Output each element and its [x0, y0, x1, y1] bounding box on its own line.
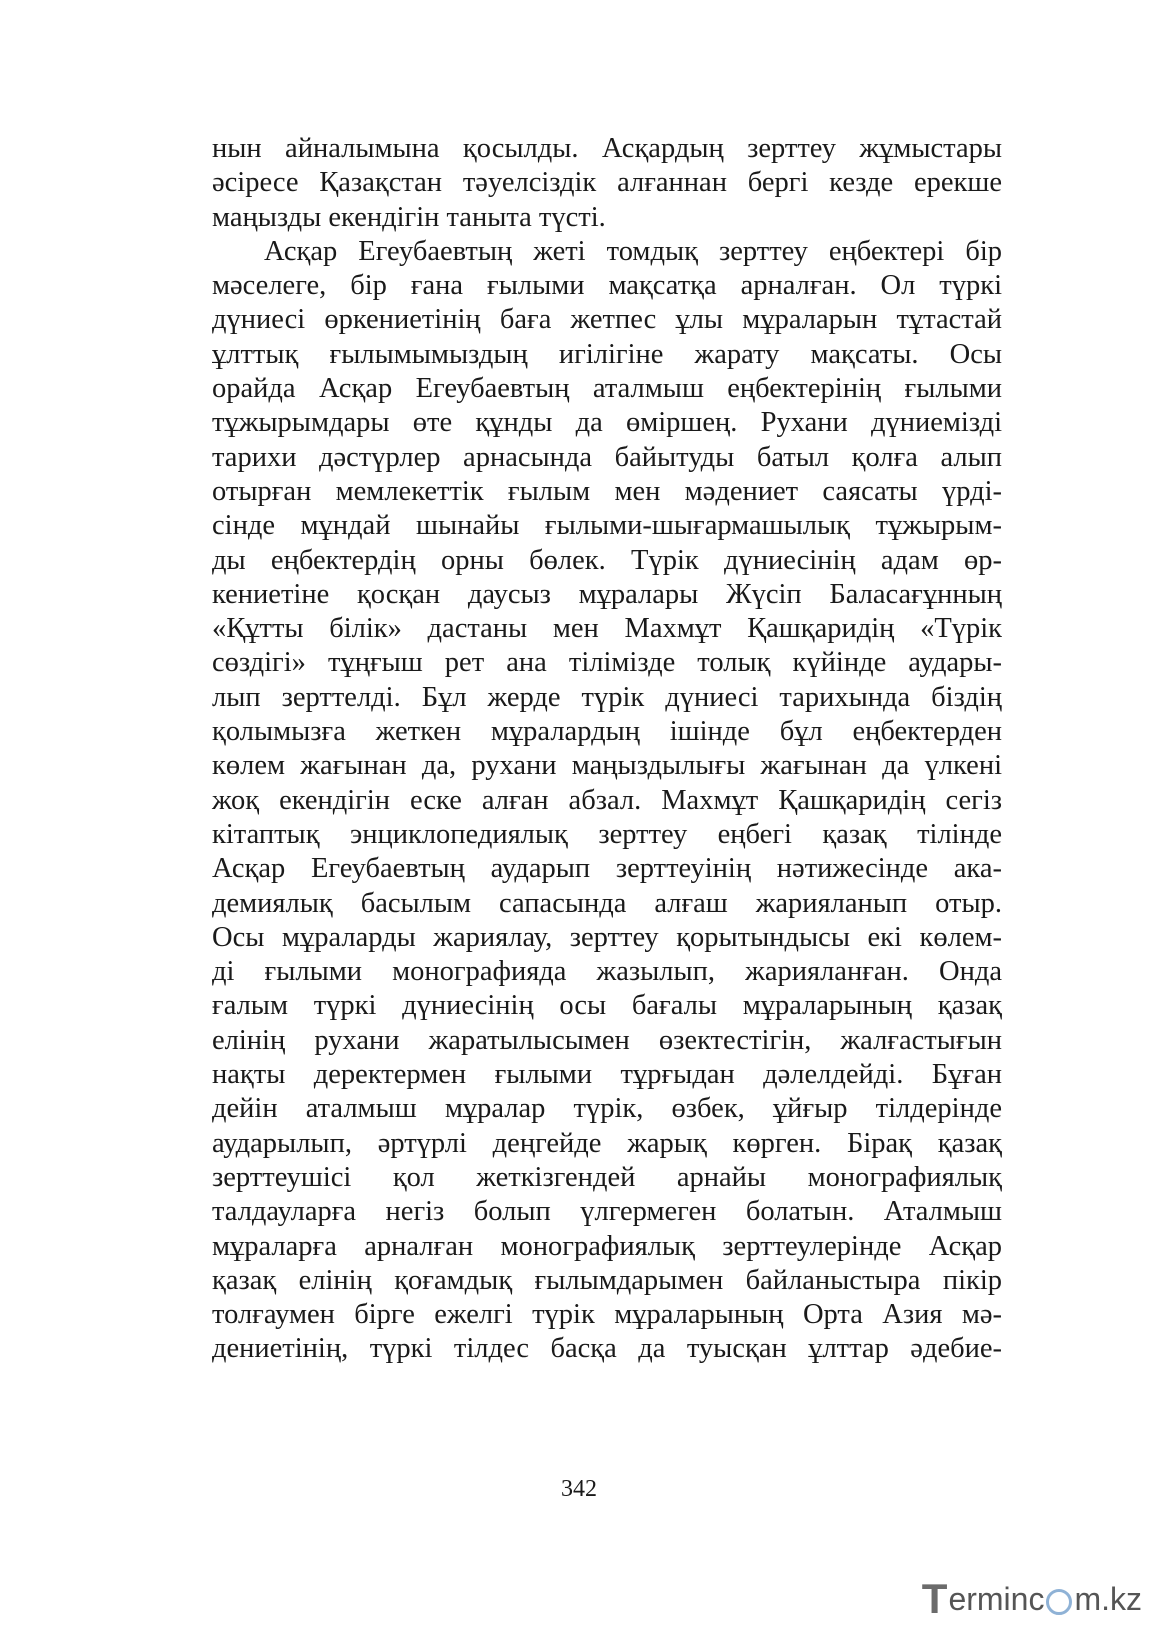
text-line: ұлттық ғылымымыздың игілігіне жарату мақсаты. Осы [212, 338, 1002, 370]
termincom-watermark-logo [922, 1575, 1142, 1623]
watermark-circle-icon [1046, 1589, 1072, 1615]
text-line: лып зерттелді. Бұл жерде түрік дүниесі тарихында біздің [212, 681, 1002, 713]
text-line: көлем жағынан да, рухани маңыздылығы жағынан да үлкені [212, 750, 1002, 782]
text-line: аударылып, әртүрлі деңгейде жарық көрген. Бірақ қазақ [212, 1127, 1002, 1159]
text-line: толғаумен бірге ежелгі түрік мұраларының Орта Азия мә- [212, 1299, 1002, 1331]
text-line: мұраларға арналған монографиялық зерттеулерінде Асқар [212, 1230, 1002, 1262]
text-line: кітаптық энциклопедиялық зерттеу еңбегі қазақ тілінде [212, 818, 1002, 850]
text-line: ды еңбектердің орны бөлек. Түрік дүниесінің адам өр- [212, 544, 1002, 576]
text-line: Асқар Егеубаевтың аударып зерттеуінің нәтижесінде ака- [212, 853, 1002, 885]
watermark-logo-letter: T [921, 1575, 948, 1622]
text-line: дейін аталмыш мұралар түрік, өзбек, ұйғыр тілдерінде [212, 1093, 1002, 1125]
text-line: қазақ елінің қоғамдық ғылымдарымен байланыстыра пікір [212, 1264, 1002, 1296]
text-line: сөздігі» тұңғыш рет ана тілімізде толық күйінде аудары- [212, 647, 1002, 679]
text-line: сінде мұндай шынайы ғылыми-шығармашылық тұжырым- [212, 510, 1002, 542]
text-line: зерттеушісі қол жеткізгендей арнайы монографиялық [212, 1161, 1002, 1193]
body-text [212, 132, 1002, 1367]
watermark-logo-text-end: m.kz [1074, 1580, 1142, 1617]
text-line: тұжырымдары өте құнды да өміршең. Рухани дүниемізді [212, 407, 1002, 439]
text-line: дүниесі өркениетінің баға жетпес ұлы мұраларын тұтастай [212, 304, 1002, 336]
text-line: қолымызға жеткен мұралардың ішінде бұл еңбектерден [212, 716, 1002, 748]
text-line: нақты деректермен ғылыми тұрғыдан дәлелдейді. Бұған [212, 1059, 1002, 1091]
text-line: мәселеге, бір ғана ғылыми мақсатқа арналған. Ол түркі [212, 270, 1002, 302]
text-line: ді ғылыми монографияда жазылып, жарияланған. Онда [212, 956, 1002, 988]
text-line: әсіресе Қазақстан тәуелсіздік алғаннан бергі кезде ерекше [212, 167, 1002, 199]
page-number: 342 [561, 1476, 597, 1502]
text-line: дениетінің, түркі тілдес басқа да туысқан ұлттар әдебие- [212, 1333, 1002, 1365]
watermark-logo-text-start: erminc [948, 1580, 1045, 1617]
text-line: кениетіне қосқан даусыз мұралары Жүсіп Баласағұнның [212, 578, 1002, 610]
text-line: нын айналымына қосылды. Асқардың зерттеу жұмыстары [212, 133, 1002, 164]
text-line: «Құтты білік» дастаны мен Махмұт Қашқаридің «Түрік [212, 613, 1002, 645]
text-line: Асқар Егеубаевтың жеті томдық зерттеу еңбектері бір [264, 235, 1002, 267]
text-line: талдауларға негіз болып үлгермеген болатын. Аталмыш [212, 1196, 1002, 1228]
text-line: жоқ екендігін еске алған абзал. Махмұт Қашқаридің сегіз [212, 784, 1002, 816]
text-line: елінің рухани жаратылысымен өзектестігін, жалғастығын [212, 1024, 1002, 1056]
text-line: Осы мұраларды жариялау, зерттеу қорытындысы екі көлем- [212, 921, 1002, 953]
text-line: орайда Асқар Егеубаевтың аталмыш еңбектерінің ғылыми [212, 373, 1002, 405]
text-line: тарихи дәстүрлер арнасында байытуды батыл қолға алып [212, 441, 1002, 473]
text-line: отырған мемлекеттік ғылым мен мәдениет саясаты үрді- [212, 475, 1002, 507]
text-line: маңызды екендігін таныта түсті. [212, 201, 606, 233]
text-line: демиялық басылым сапасында алғаш жарияланып отыр. [212, 887, 1002, 919]
text-line: ғалым түркі дүниесінің осы бағалы мұраларының қазақ [212, 990, 1002, 1022]
